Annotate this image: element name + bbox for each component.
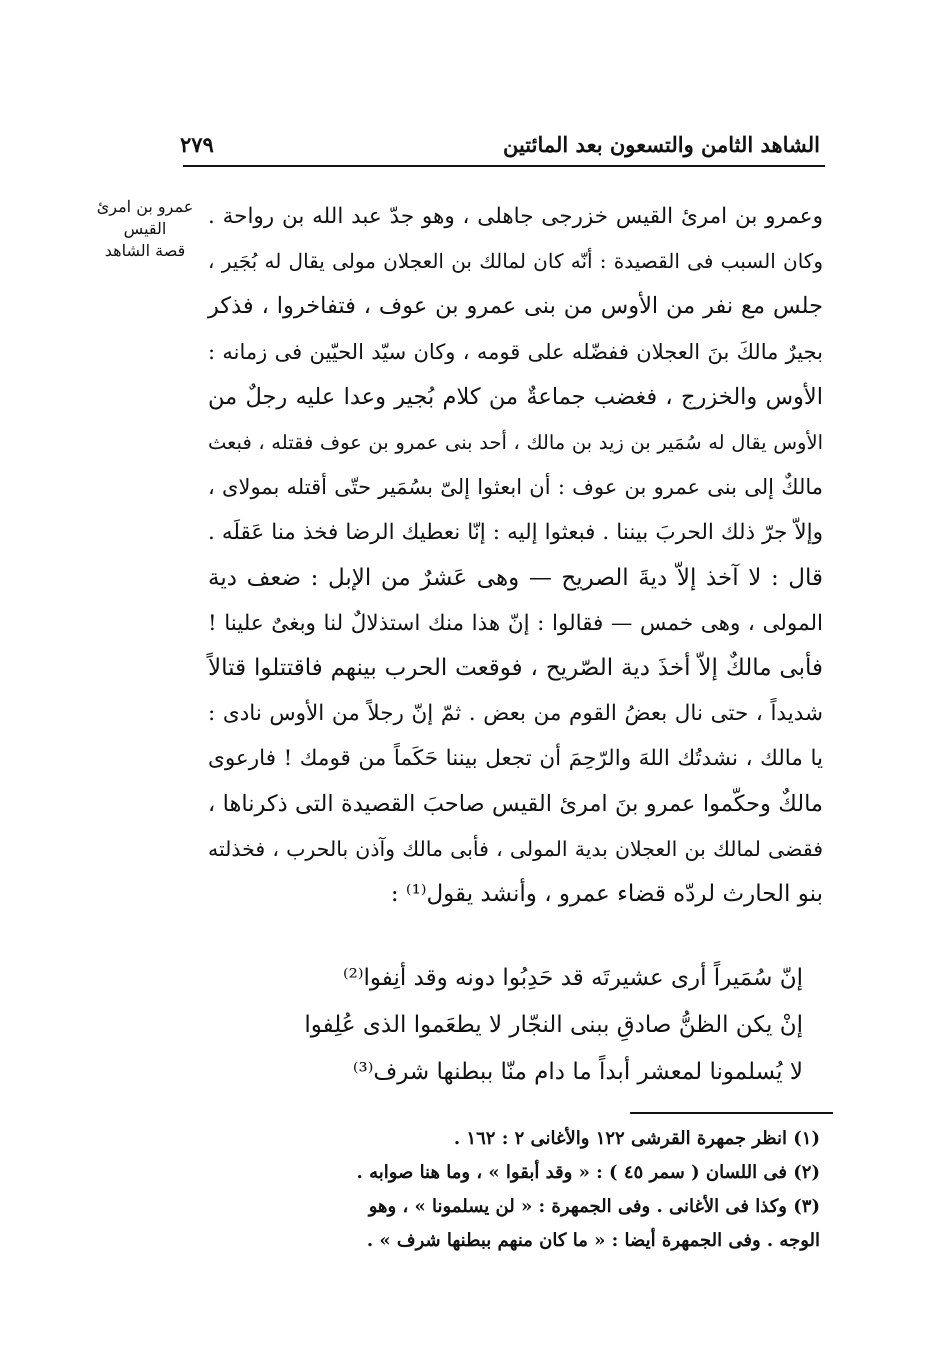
body-line: بنو الحارث لردّه قضاء عمرو ، وأنشد يقول⁽¹⁾ :	[390, 881, 823, 908]
body-line: مالكٌ وحكّموا عمرو بنَ امرئ القيس صاحبَ القصيدة التى ذكرناها ،	[208, 790, 823, 817]
body-line: مالكٌ إلى بنى عمرو بن عوف : أن ابعثوا إلىّ بسُمَير حتّى أقتله بمولاى ،	[208, 475, 823, 500]
body-line: الأوس والخزرج ، فغضب جماعةٌ من كلام بُجير وعدا عليه رجلٌ من	[208, 383, 823, 410]
body-line: وكان السبب فى القصيدة : أنّه كان لمالك بن العجلان مولى يقال له بُجَير ،	[208, 249, 823, 274]
body-line: قال : لا آخذ إلاّ ديةَ الصريح — وهى عَشرٌ من الإبل : ضعف دية	[208, 564, 823, 591]
footnote: (٢) فى اللسان ( سمر ٤٥ ) : « وقد أبقوا » ، وما هنا صوابه .	[356, 1162, 820, 1183]
body-line: فأبى مالكٌ إلاّ أخذَ دية الصّريح ، فوقعت الحرب بينهم فاقتتلوا قتالاً	[208, 655, 823, 682]
body-line: شديداً ، حتى نال بعضُ القوم من بعض . ثمّ إنّ رجلاً من الأوس نادى :	[208, 701, 823, 727]
body-text	[208, 194, 823, 917]
footnote-rule	[630, 1112, 833, 1114]
poem	[228, 955, 803, 1096]
poem-verse: لا يُسلمونا لمعشر أبداً ما دام منّا ببطنها شرف⁽³⁾	[352, 1059, 803, 1085]
running-title: الشاهد الثامن والتسعون بعد المائتين	[502, 131, 820, 157]
body-line: وعمرو بن امرئ القيس خزرجى جاهلى ، وهو جدّ عبد الله بن رواحة .	[208, 204, 823, 229]
body-line: وإلاّ جرّ ذلك الحربَ بيننا . فبعثوا إليه : إنّا نعطيك الرضا فخذ منا عَقلَه .	[208, 520, 823, 546]
footnote: (١) انظر جمهرة القرشى ١٢٢ والأغانى ٢ : ١٦٢ .	[453, 1128, 820, 1149]
running-head	[180, 126, 820, 162]
footnote: الوجه . وفى الجمهرة أيضا : « ما كان منهم ببطنها شرف » .	[366, 1230, 820, 1251]
footnotes	[212, 1122, 820, 1258]
body-line: فقضى لمالك بن العجلان بدية المولى ، فأبى مالك وآذن بالحرب ، فخذلته	[208, 836, 823, 861]
page-number: ٢٧٩	[180, 131, 214, 157]
footnote: (٣) وكذا فى الأغانى . وفى الجمهرة : « لن يسلمونا » ، وهو	[368, 1196, 820, 1217]
poem-verse: إنْ يكن الظنُّ صادقِ ببنى النجّار لا يطعَموا الذى عُلِفوا	[304, 1012, 803, 1038]
body-line: الأوس يقال له سُمَير بن زيد بن مالك ، أحد بنى عمرو بن عوف فقتله ، فبعث	[208, 431, 823, 455]
margin-note-author-cont: القيس	[123, 219, 167, 238]
body-line: المولى ، وهى خمس — فقالوا : إنّ هذا منك استذلالٌ لنا وبغىٌ علينا !	[208, 610, 823, 636]
margin-note-author: عمرو بن امرئ	[96, 197, 194, 216]
body-line: بجيرٌ مالكَ بنَ العجلان ففضّله على قومه ، وكان سيّد الحيّين فى زمانه :	[208, 339, 823, 364]
body-line: يا مالك ، نشدتُك اللهَ والرّحِمَ أن تجعل بيننا حَكَماً من قومك ! فارعوى	[208, 746, 823, 772]
poem-verse: إنّ سُمَيراً أرى عشيرتَه قد حَدِبُوا دونه وقد أنِفوا⁽²⁾	[343, 965, 803, 991]
body-line: جلس مع نفر من الأوس من بنى عمرو بن عوف ، فتفاخروا ، فذكر	[208, 293, 823, 320]
header-rule	[183, 165, 825, 167]
margin-note-story: قصة الشاهد	[104, 241, 186, 260]
margin-notes	[82, 196, 208, 262]
